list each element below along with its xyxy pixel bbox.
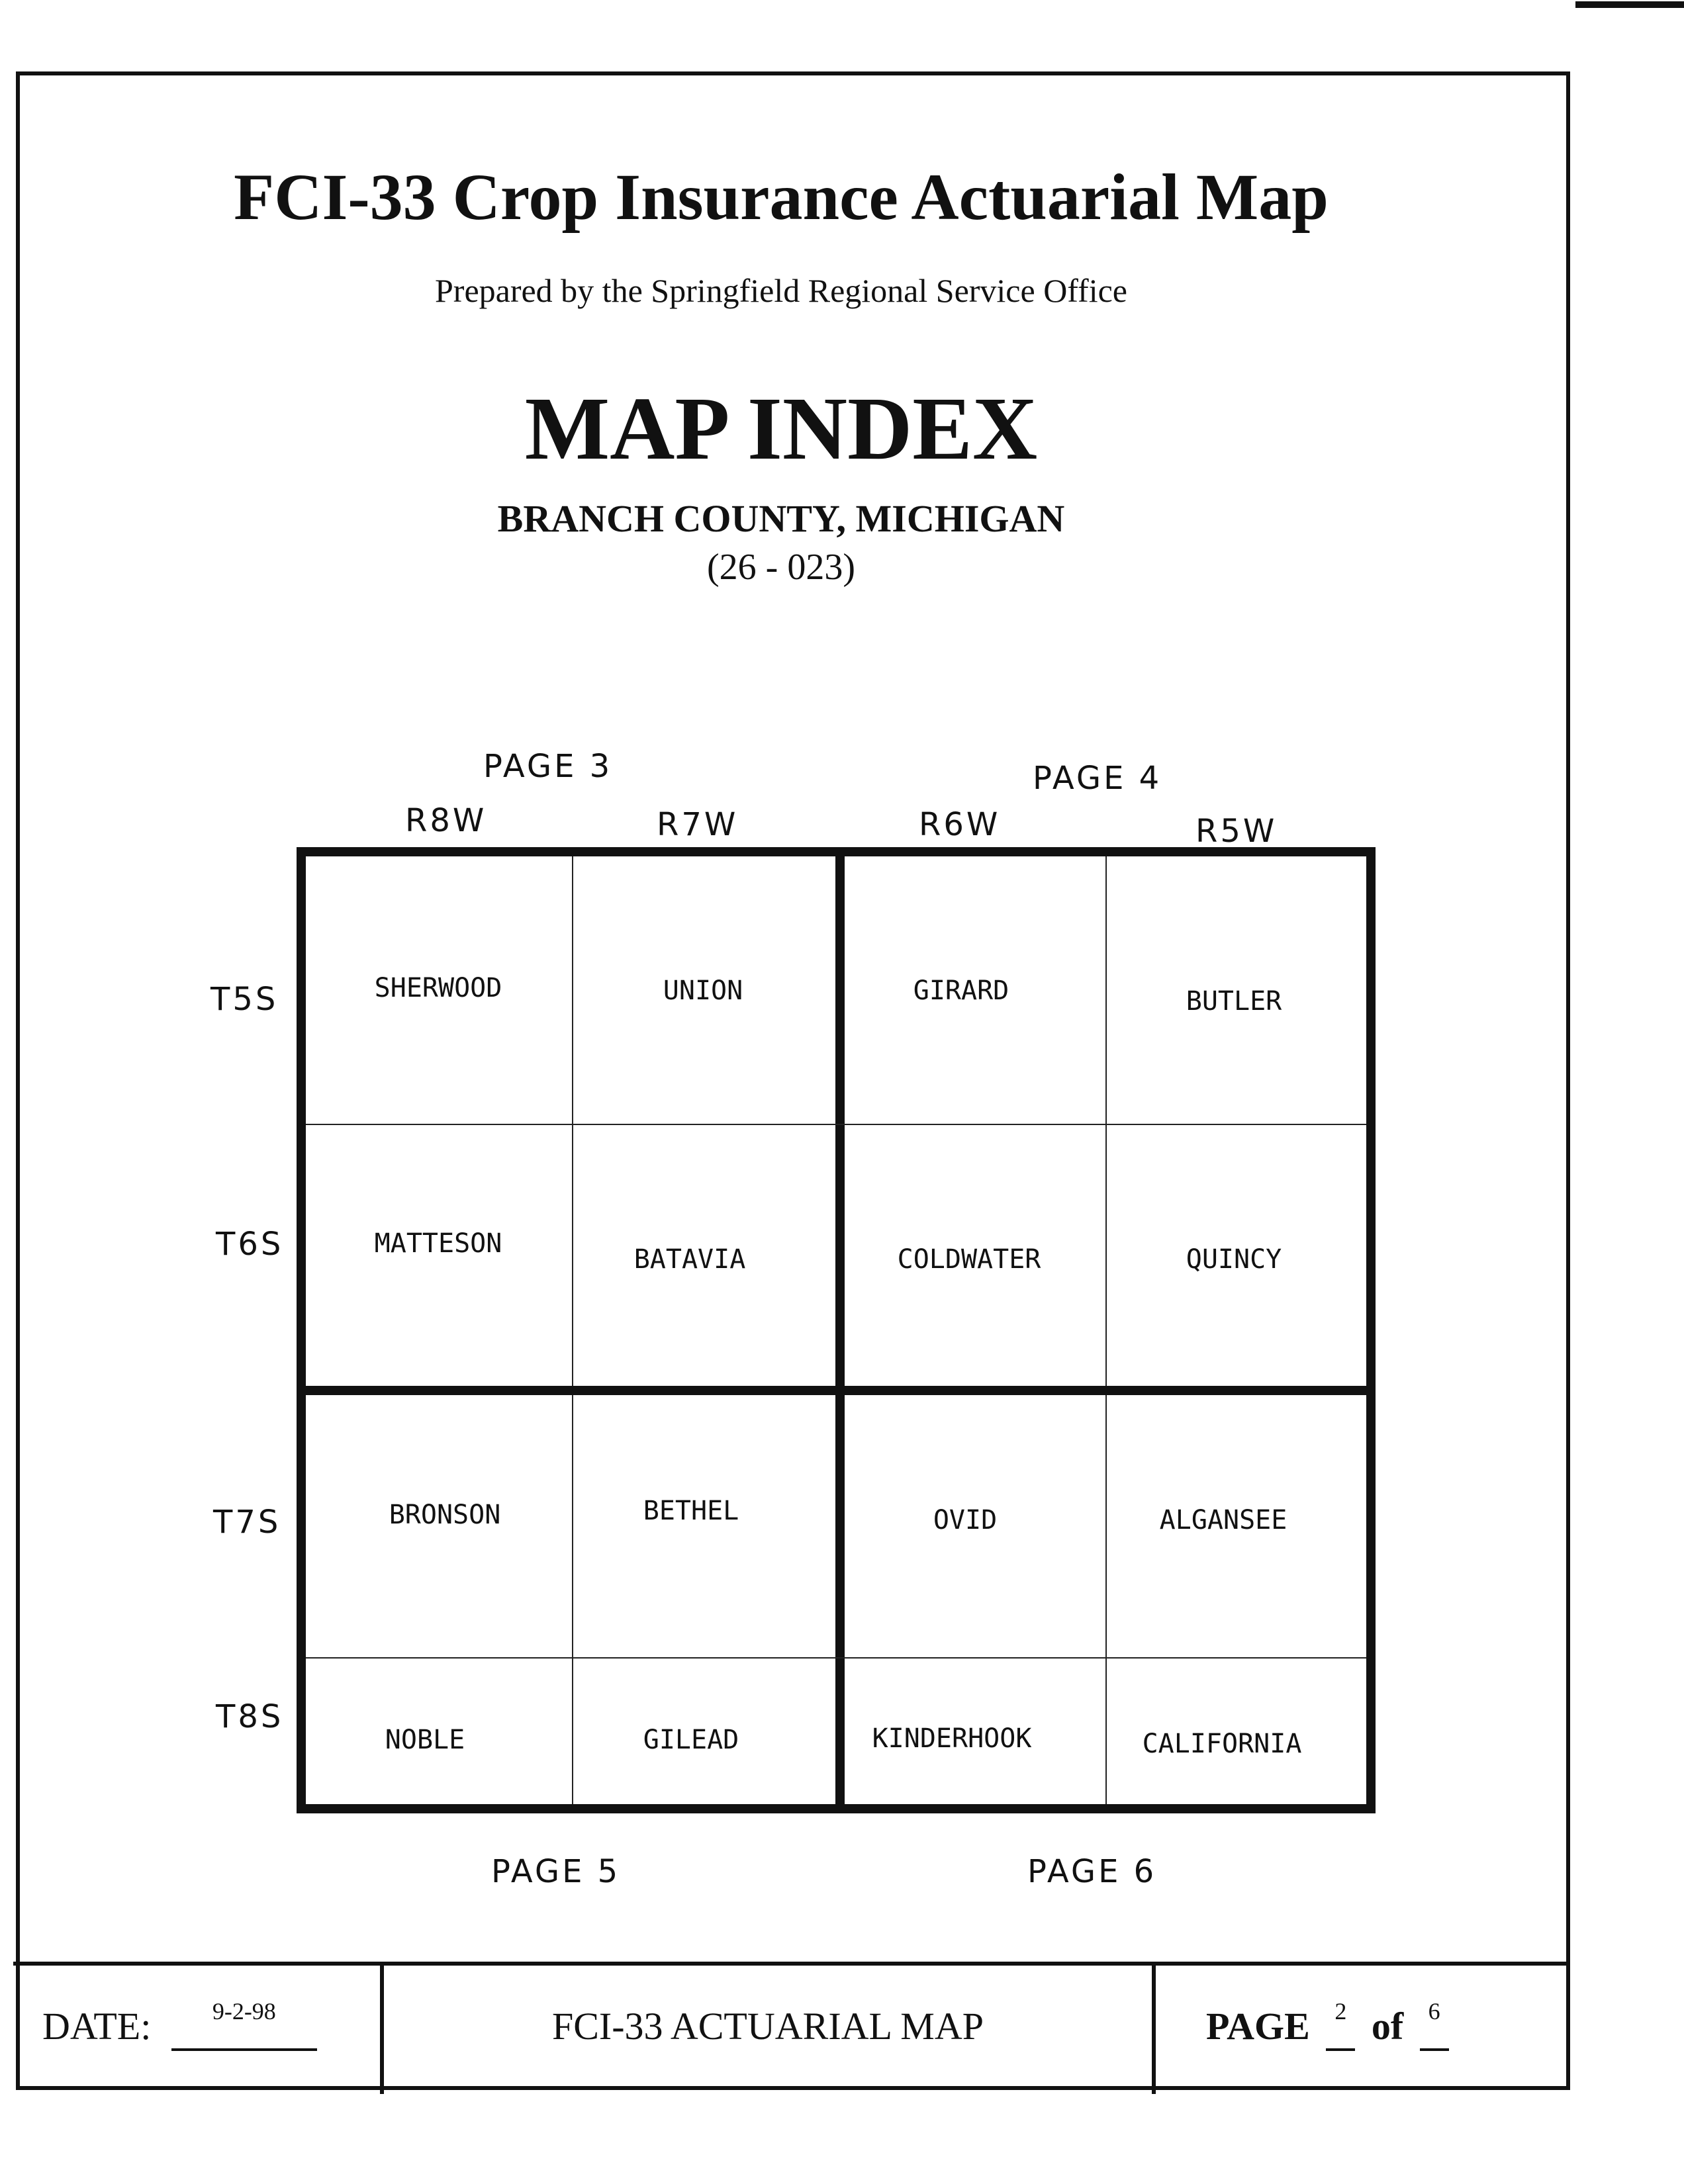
range-label: R5W	[1195, 813, 1278, 850]
page-label: PAGE	[1206, 2005, 1310, 2048]
footer-divider	[1152, 1962, 1156, 2094]
township-label: T8S	[216, 1698, 284, 1735]
township-label: T7S	[213, 1504, 281, 1541]
township-cell: CALIFORNIA	[1142, 1729, 1302, 1759]
page-label-top-right: PAGE 4	[1033, 760, 1162, 797]
scan-artifact-line	[1575, 1, 1684, 8]
date-value: 9-2-98	[212, 1998, 276, 2025]
township-cell: ALGANSEE	[1159, 1505, 1287, 1535]
page-title: FCI-33 Crop Insurance Actuarial Map	[234, 160, 1329, 234]
page-counter	[1206, 1998, 1449, 2051]
map-index-heading: MAP INDEX	[524, 379, 1038, 478]
township-cell: OVID	[933, 1505, 998, 1535]
township-cell: GILEAD	[643, 1725, 739, 1755]
date-field	[42, 1998, 317, 2051]
of-label: of	[1371, 2005, 1404, 2048]
range-label: R8W	[405, 802, 487, 839]
township-cell: UNION	[663, 976, 743, 1006]
date-value-line	[171, 1998, 317, 2051]
township-label: T5S	[210, 981, 279, 1018]
grid-line	[1105, 856, 1107, 1804]
township-grid	[297, 847, 1376, 1813]
date-label: DATE:	[42, 2005, 152, 2048]
page-number: 2	[1334, 1998, 1347, 2025]
township-cell: GIRARD	[913, 976, 1009, 1006]
township-cell: MATTESON	[374, 1228, 502, 1259]
range-label: R7W	[657, 806, 739, 843]
grid-line	[306, 1657, 1366, 1659]
township-cell: BUTLER	[1186, 986, 1282, 1017]
township-cell: COLDWATER	[897, 1244, 1041, 1275]
page-label-bottom-left: PAGE 5	[491, 1853, 621, 1890]
township-cell: SHERWOOD	[374, 973, 502, 1003]
grid-line	[306, 1124, 1366, 1125]
township-cell: NOBLE	[385, 1725, 465, 1755]
page-label-top-left: PAGE 3	[483, 748, 613, 785]
page-label-bottom-right: PAGE 6	[1027, 1853, 1157, 1890]
page-subtitle: Prepared by the Springfield Regional Service Office	[435, 272, 1127, 309]
county-name: BRANCH COUNTY, MICHIGAN	[497, 497, 1065, 540]
county-code: (26 - 023)	[707, 547, 855, 588]
township-cell: BRONSON	[389, 1500, 501, 1530]
range-label: R6W	[919, 806, 1001, 843]
township-cell: BETHEL	[643, 1496, 739, 1526]
footer-title: FCI-33 ACTUARIAL MAP	[551, 2005, 984, 2048]
page-total: 6	[1428, 1998, 1440, 2025]
township-cell: BATAVIA	[633, 1244, 746, 1275]
page-divider	[306, 1386, 1366, 1395]
township-cell: QUINCY	[1186, 1244, 1282, 1275]
grid-line	[572, 856, 573, 1804]
township-cell: KINDERHOOK	[872, 1723, 1032, 1754]
page-total-line	[1420, 1998, 1449, 2051]
page-number-line	[1326, 1998, 1355, 2051]
township-label: T6S	[216, 1226, 284, 1263]
